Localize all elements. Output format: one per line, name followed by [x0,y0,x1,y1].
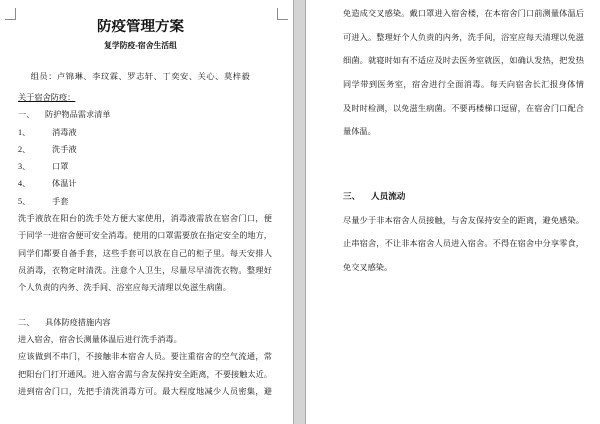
list-number: 4、 [18,179,31,189]
paragraph-line: 应该做到不串门，不接触非本宿舍人员。要注重宿舍的空气流通，常 [18,352,272,362]
section-number: 一、 [18,110,35,120]
paragraph-line: 进入宿舍，宿舍长测量体温后进行洗手消毒。 [18,335,182,345]
paragraph-line: 免交叉感染。 [343,263,393,273]
section-number: 二、 [18,317,35,327]
supply-list-item [18,193,272,210]
section-heading [18,106,272,123]
paragraph-line: 个人负责的内务、洗手间、浴室应每天清理以免滋生病菌。 [18,283,231,293]
section-title: 具体防疫措施内容 [45,317,111,327]
section-heading [343,185,584,209]
supply-list-item [18,124,272,141]
intro-line [18,89,272,106]
list-label: 消毒液 [52,127,77,137]
document-subtitle: 复学防疫-宿舍生活组 [104,41,177,50]
document-section [343,185,584,280]
list-number: 1、 [18,127,31,137]
paragraph-line: 可进入。整理好个人负责的内务，洗手间，浴室应每天清理以免滋 [343,32,584,42]
list-label: 体温计 [52,179,77,189]
document-page-left[interactable] [0,0,293,424]
paragraph-line: 同学们都要自备手套，这些手套可以放在自己的柜子里。每天安排人 [18,248,272,258]
section-heading [18,314,272,331]
list-number: 3、 [18,162,31,172]
blank-line [18,297,272,314]
page-gap [294,0,305,424]
paragraph-line: 尽量少于非本宿舍人员接触，与舍友保持安全的距离，避免感染。 [343,215,584,225]
paragraph-line: 细菌。就寝时如有不适应及时去医务室就医，如确认发热，把发热 [343,56,584,66]
list-label: 洗手液 [52,144,77,154]
supply-list-item [18,158,272,175]
document-body [18,89,272,400]
document-title: 防疫管理方案 [97,19,184,35]
paragraph-line: 进到宿舍门口，先把手清洗消毒方可。最大程度地减少人员密集，避 [18,387,272,397]
paragraph-line: 及时时检测，以免滋生病菌。不要再楼梯口逗留，在宿舍门口配合 [343,103,584,113]
section-number: 三、 [343,191,361,201]
list-label: 口罩 [52,162,69,172]
list-number: 2、 [18,144,31,154]
section-title: 防护物品需求清单 [45,110,111,120]
section-title: 人员流动 [371,191,406,201]
list-number: 5、 [18,196,31,206]
paragraph-line: 洗手液放在阳台的洗手处方便大家使用，消毒液需放在宿舍门口，便 [18,214,272,224]
intro-heading: 关于宿舍防疫： [18,93,76,102]
paragraph-line: 免造成交叉感染。戴口罩进入宿舍楼，在本宿舍门口前测量体温后 [343,9,584,18]
paragraph-line: 止串宿舍，不让非本宿舍人员进入宿舍。不得在宿舍中分享零食， [343,239,584,249]
paragraph-line: 把阳台门打开通风。进入宿舍需与舍友保持安全距离，不要接触太近。 [18,369,272,379]
supply-list-item [18,175,272,192]
paragraph-line: 同学带到医务室，宿舍进行全面消毒。每天向宿舍长汇报身体情 [343,80,584,90]
paragraph-line: 量体温。 [343,127,376,137]
member-list: 组员：卢锦琳、李玟霖、罗志轩、丁奕安、关心、莫梓毅 [30,72,251,81]
supply-list-item [18,141,272,158]
document-body [343,2,584,144]
document-page-right[interactable] [306,0,600,424]
paragraph-line: 员消毒，衣物定时清洗。注意个人卫生，尽量尽早清洗衣物。整理好 [18,265,272,275]
paragraph-line: 于同学一进宿舍便可安全消毒。使用的口罩需要放在指定安全的地方， [18,231,272,241]
list-label: 手套 [52,196,69,206]
